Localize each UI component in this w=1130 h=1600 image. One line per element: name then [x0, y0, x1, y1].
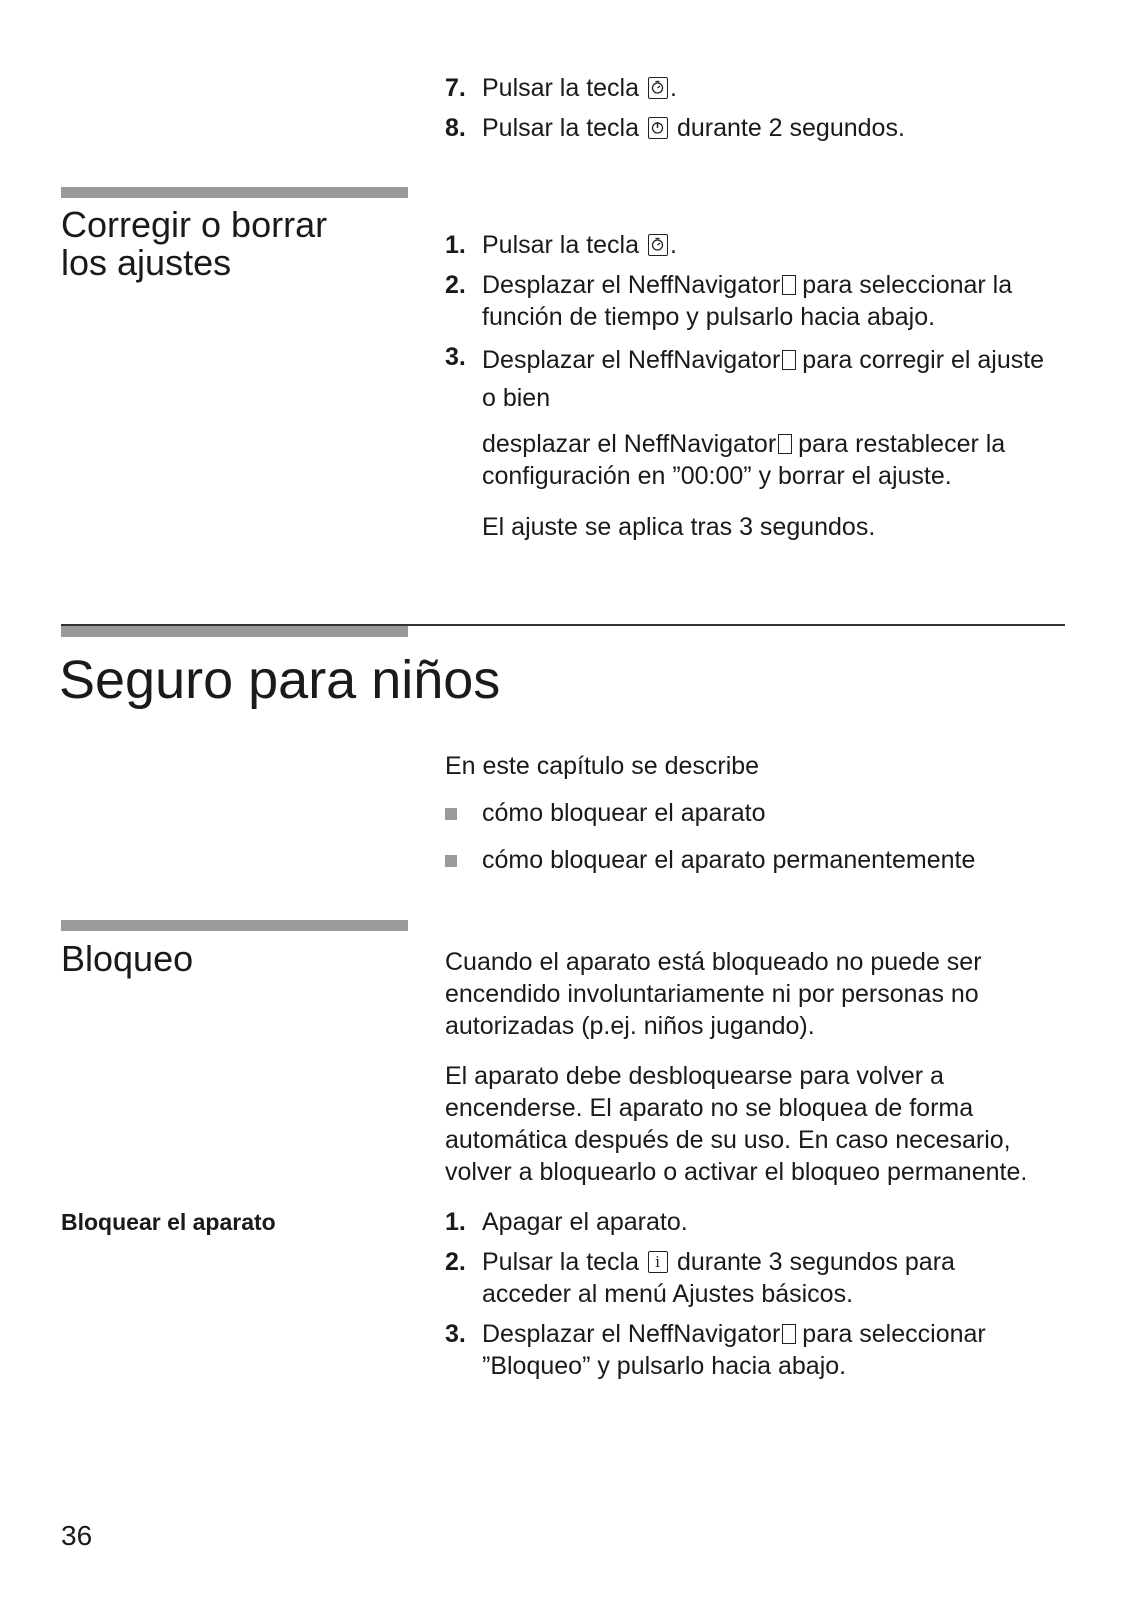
- page-number: 36: [61, 1520, 93, 1551]
- info-key-icon: [648, 1251, 668, 1273]
- section-divider-bar: [61, 920, 408, 931]
- navigator-symbol-icon: [782, 350, 796, 370]
- step-text: Pulsar la tecla .: [482, 74, 677, 102]
- step-text: Pulsar la tecla durante 2 segundos.: [482, 114, 905, 142]
- step-text: Apagar el aparato.: [482, 1208, 688, 1236]
- step-text: Pulsar la tecla .: [482, 231, 677, 259]
- section-title: Corregir o borrar los ajustes: [61, 204, 328, 283]
- power-key-icon: [648, 117, 668, 139]
- note-text: El ajuste se aplica tras 3 segundos.: [482, 513, 876, 541]
- section-divider-bar: [61, 187, 408, 198]
- paragraph: Cuando el aparato está bloqueado no puede ser encendido involuntariamente ni por personas no autorizadas (p.ej. niños jugando).: [445, 948, 982, 1040]
- timer-key-icon: [648, 234, 668, 256]
- step-number: 1.: [445, 231, 466, 259]
- section-title: Bloqueo: [61, 938, 194, 979]
- bullet-icon: [445, 855, 457, 867]
- step-text: Desplazar el NeffNavigator para seleccionar la función de tiempo y pulsarlo hacia abajo.: [482, 271, 1013, 331]
- step-number: 3.: [445, 1320, 466, 1348]
- paragraph: El aparato debe desbloquearse para volver a encenderse. El aparato no se bloquea de forma automática después de su uso. En caso necesario, volver a bloquearlo o activar el bloqueo permanente.: [445, 1062, 1028, 1186]
- alternative-text: desplazar el NeffNavigator para restablecer la configuración en ”00:00” y borrar el ajuste.: [482, 430, 1006, 490]
- svg-text:i: i: [655, 1253, 660, 1271]
- bullet-icon: [445, 808, 457, 820]
- step-number: 2.: [445, 1248, 466, 1276]
- navigator-symbol-icon: [778, 434, 792, 454]
- chapter-divider-bar: [61, 626, 408, 637]
- step-text: Desplazar el NeffNavigator para seleccionar ”Bloqueo” y pulsarlo hacia abajo.: [482, 1320, 986, 1380]
- step-number: 3.: [445, 343, 466, 371]
- navigator-symbol-icon: [782, 275, 796, 295]
- navigator-symbol-icon: [782, 1324, 796, 1344]
- step-number: 8.: [445, 114, 466, 142]
- bullet-item: cómo bloquear el aparato: [482, 799, 766, 827]
- step-number: 2.: [445, 271, 466, 299]
- timer-key-icon: [648, 77, 668, 99]
- step-number: 1.: [445, 1208, 466, 1236]
- step-text: Pulsar la tecla i durante 3 segundos para acceder al menú Ajustes básicos.: [482, 1248, 955, 1308]
- chapter-title: Seguro para niños: [59, 650, 501, 710]
- step-text: Desplazar el NeffNavigator para corregir el ajuste o bien: [482, 346, 1045, 412]
- step-number: 7.: [445, 74, 466, 102]
- chapter-intro: En este capítulo se describe: [445, 752, 760, 780]
- bullet-item: cómo bloquear el aparato permanentemente: [482, 846, 976, 874]
- subheading: Bloquear el aparato: [61, 1209, 276, 1235]
